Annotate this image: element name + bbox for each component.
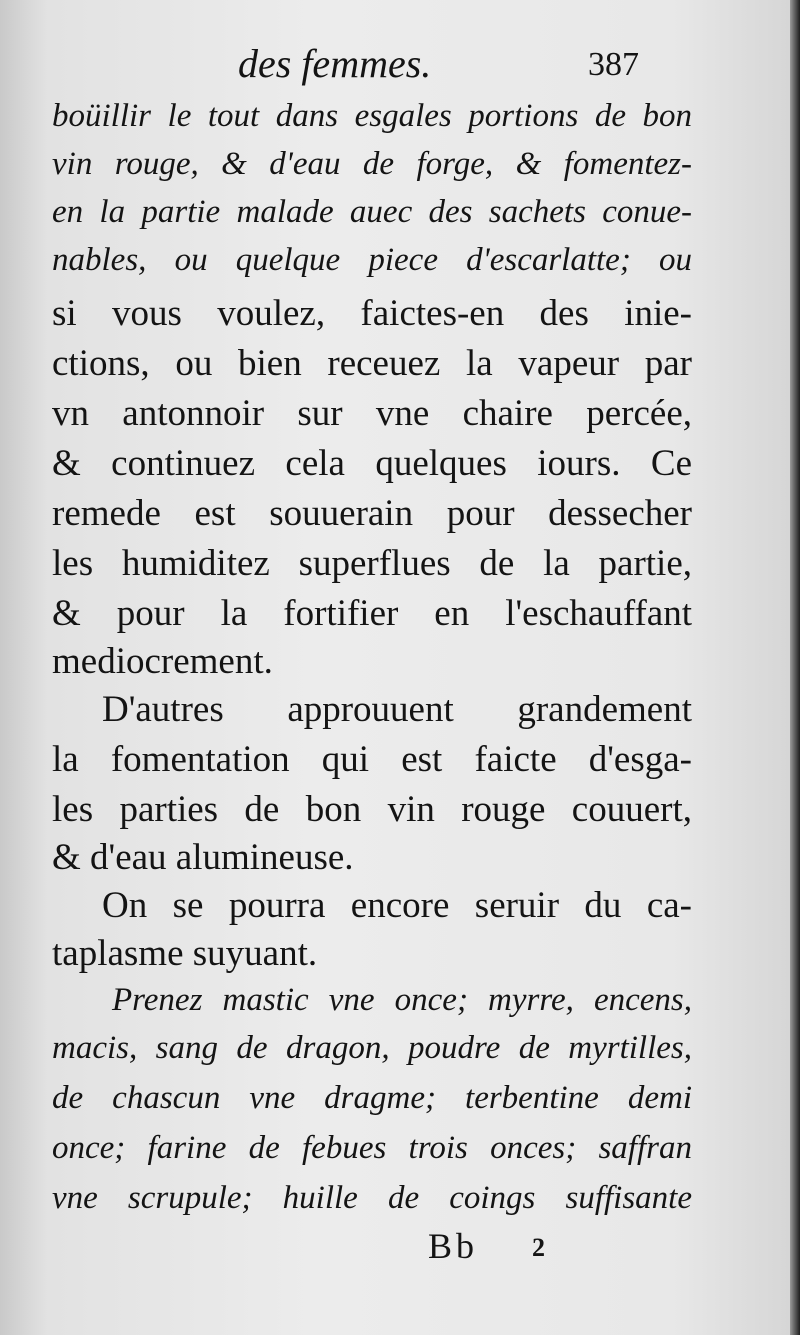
- text-line: en la partie malade auec des sachets conue-: [52, 194, 692, 230]
- text-line: & pour la fortifier en l'eschauffant: [52, 593, 692, 634]
- text-line: vn antonnoir sur vne chaire percée,: [52, 393, 692, 434]
- page-number: 387: [588, 46, 639, 83]
- text-line: taplasme suyuant.: [52, 933, 318, 974]
- text-line: si vous voulez, faictes-en des inie-: [52, 293, 692, 334]
- text-line: vin rouge, & d'eau de forge, & fomentez-: [52, 146, 692, 182]
- text-line: macis, sang de dragon, poudre de myrtilles,: [52, 1030, 692, 1066]
- text-line: D'autres approuuent grandement: [102, 689, 692, 730]
- signature-mark: Bb: [428, 1226, 479, 1266]
- page-footer: [0, 1225, 790, 1275]
- text-line: & continuez cela quelques iours. Ce: [52, 443, 692, 484]
- text-line: once; farine de febues trois onces; saffran: [52, 1130, 692, 1166]
- text-line: les humiditez superflues de la partie,: [52, 543, 692, 584]
- text-line: Prenez mastic vne once; myrre, encens,: [112, 982, 692, 1018]
- text-line: vne scrupule; huille de coings suffisante: [52, 1180, 692, 1216]
- text-line: de chascun vne dragme; terbentine demi: [52, 1080, 692, 1116]
- running-head: des femmes.: [238, 41, 432, 86]
- page-header: [0, 40, 790, 95]
- text-line: & d'eau alumineuse.: [52, 837, 354, 878]
- signature-number: 2: [532, 1233, 545, 1262]
- text-line: boüillir le tout dans esgales portions de bon: [52, 98, 692, 134]
- text-line: mediocrement.: [52, 641, 273, 682]
- text-line: ctions, ou bien receuez la vapeur par: [52, 343, 692, 384]
- text-line: les parties de bon vin rouge couuert,: [52, 789, 692, 830]
- text-line: remede est souuerain pour dessecher: [52, 493, 692, 534]
- text-line: la fomentation qui est faicte d'esga-: [52, 739, 692, 780]
- book-edge-shadow: [790, 0, 800, 1335]
- text-line: On se pourra encore seruir du ca-: [102, 885, 692, 926]
- text-line: nables, ou quelque piece d'escarlatte; ou: [52, 242, 692, 278]
